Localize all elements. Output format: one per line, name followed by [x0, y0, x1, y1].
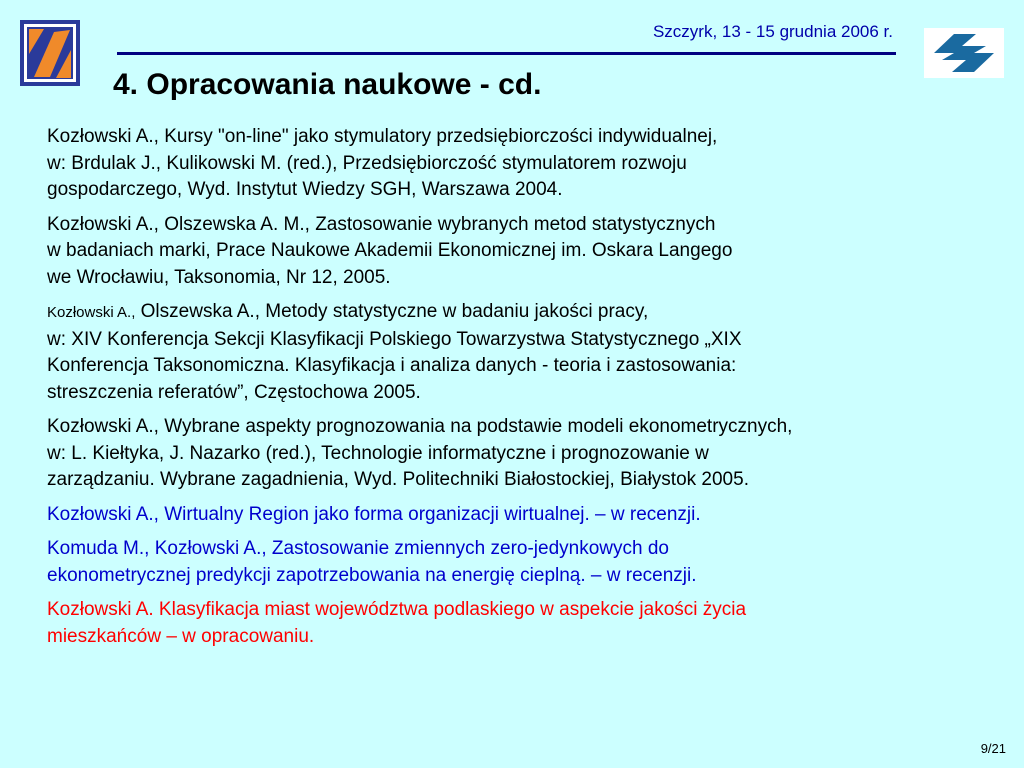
reference-line: Kozłowski A., Wybrane aspekty prognozowania na podstawie modeli ekonometrycznych,	[47, 416, 793, 437]
conference-logo-icon	[924, 28, 1004, 78]
reference-line: ekonometrycznej predykcji zapotrzebowania na energię cieplną. – w recenzji.	[47, 564, 697, 586]
reference-line: w badaniach marki, Prace Naukowe Akademii Ekonomicznej im. Oskara Langego	[47, 240, 733, 261]
reference-author-small: Kozłowski A.,	[47, 304, 136, 321]
reference-line-rest: Olszewska A., Metody statystyczne w badaniu jakości pracy,	[135, 301, 649, 322]
reference-item-in-review	[47, 502, 987, 529]
reference-line: zarządzaniu. Wybrane zagadnienia, Wyd. Politechniki Białostockiej, Białystok 2005.	[47, 469, 749, 490]
page-number: 9/21	[980, 741, 1006, 756]
reference-item	[47, 124, 987, 204]
reference-item	[47, 212, 987, 292]
reference-line: Kozłowski A. Klasyfikacja miast województwa podlaskiego w aspekcie jakości życia	[47, 599, 747, 620]
reference-item-in-review	[47, 536, 987, 589]
reference-line: mieszkańców – w opracowaniu.	[47, 625, 315, 647]
reference-line: gospodarczego, Wyd. Instytut Wiedzy SGH, Warszawa 2004.	[47, 179, 563, 200]
reference-line: Konferencja Taksonomiczna. Klasyfikacja i analiza danych - teoria i zastosowania:	[47, 355, 737, 376]
reference-line: w: Brdulak J., Kulikowski M. (red.), Przedsiębiorczość stymulatorem rozwoju	[47, 152, 687, 174]
reference-line: Kozłowski A., Kursy "on-line" jako stymulatory przedsiębiorczości indywidualnej,	[47, 126, 718, 147]
reference-line: we Wrocławiu, Taksonomia, Nr 12, 2005.	[47, 266, 391, 288]
reference-line: Kozłowski A., Olszewska A. M., Zastosowanie wybranych metod statystycznych	[47, 213, 716, 235]
reference-line: w: XIV Konferencja Sekcji Klasyfikacji Polskiego Towarzystwa Statystycznego „XIX	[47, 328, 742, 350]
reference-item	[47, 299, 987, 406]
header-date: Szczyrk, 13 - 15 grudnia 2006 r.	[652, 22, 893, 41]
reference-line: Komuda M., Kozłowski A., Zastosowanie zmiennych zero-jedynkowych do	[47, 538, 669, 559]
reference-line: streszczenia referatów”, Częstochowa 2005.	[47, 381, 421, 403]
reference-line: w: L. Kiełtyka, J. Nazarko (red.), Technologie informatyczne i prognozowanie w	[47, 442, 709, 464]
references-list	[47, 124, 987, 658]
reference-line	[47, 299, 987, 327]
reference-item-in-preparation	[47, 597, 987, 650]
reference-line: Kozłowski A., Wirtualny Region jako forma organizacji wirtualnej. – w recenzji.	[47, 503, 701, 525]
header-divider	[117, 52, 896, 55]
slide-title: 4. Opracowania naukowe - cd.	[113, 68, 542, 101]
university-logo-icon	[20, 20, 80, 86]
reference-item	[47, 414, 987, 494]
